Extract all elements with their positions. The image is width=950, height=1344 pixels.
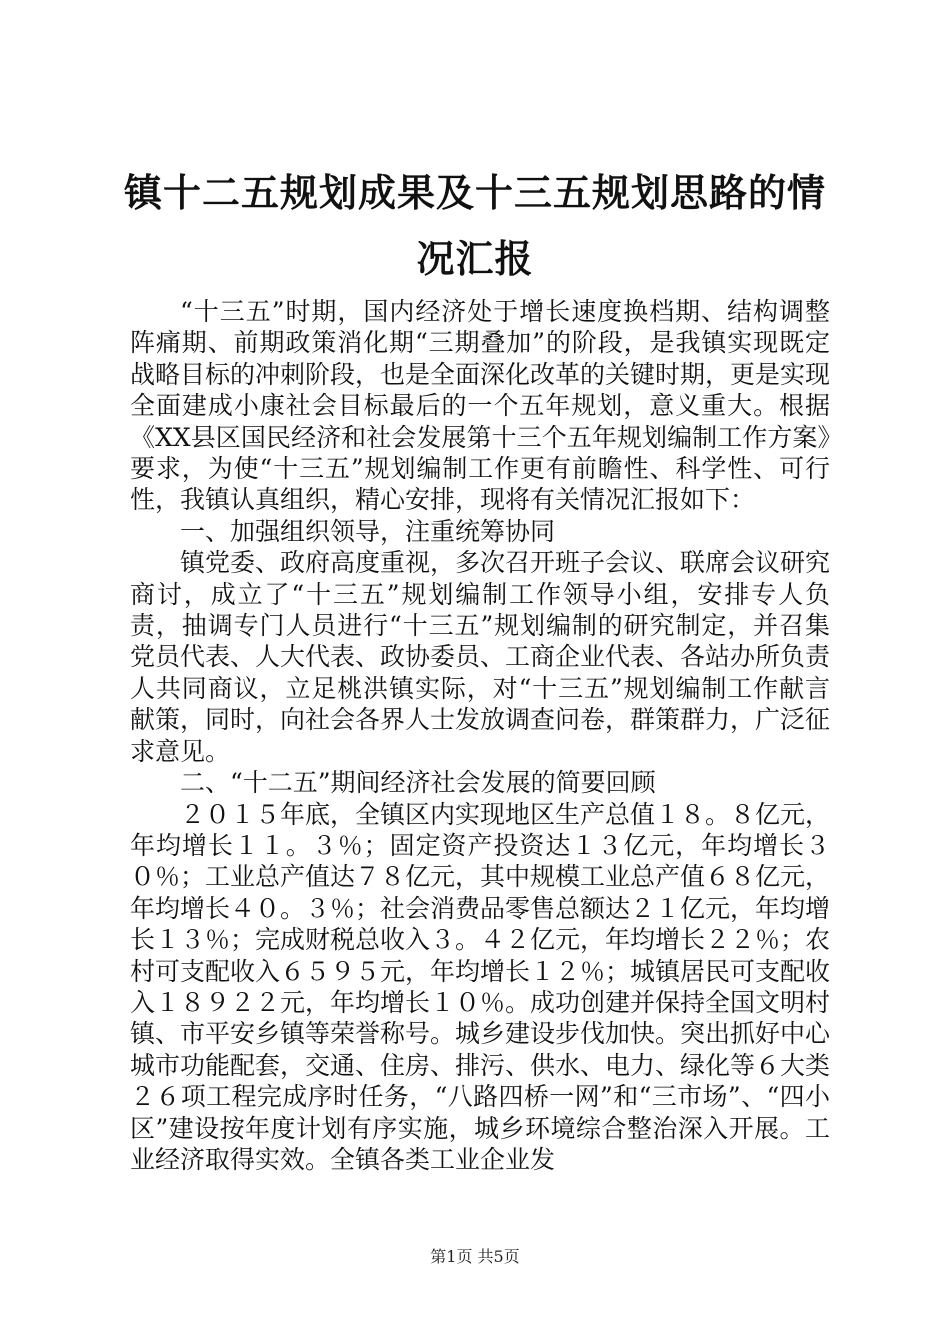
intro-paragraph: “十三五”时期，国内经济处于增长速度换档期、结构调整阵痛期、前期政策消化期“三期叠加”的阶段，是我镇实现既定战略目标的冲刺阶段，也是全面深化改革的关键时期，更是实现全面建成小康社会目标最后的一个五年规划，意义重大。根据《XX县区国民经济和社会发展第十三个五年规划编制工作方案》要求，为使“十三五”规划编制工作更有前瞻性、科学性、可行性，我镇认真组织，精心安排，现将有关情况汇报如下： [130,297,831,515]
section-2-paragraph: ２０１５年底，全镇区内实现地区生产总值１８。８亿元，年均增长１１。３％；固定资产投资达１３亿元，年均增长３０％；工业总产值达７８亿元，其中规模工业总产值６８亿元，年均增长４０。３％；社会消费品零售总额达２１亿元，年均增长１３％；完成财税总收入３。４２亿元，年均增长２２％；农村可支配收入６５９５元，年均增长１２％；城镇居民可支配收入１８９２２元，年均增长１０％。成功创建并保持全国文明村镇、市平安乡镇等荣誉称号。城乡建设步伐加快。突出抓好中心城市功能配套，交通、住房、排污、供水、电力、绿化等６大类２６项工程完成序时任务，“八路四桥一网”和“三市场”、“四小区”建设按年度计划有序实施，城乡环境综合整治深入开展。工业经济取得实效。全镇各类工业企业发 [130,799,831,1174]
section-heading-1: 一、加强组织领导，注重统筹协同 [180,516,556,546]
section-heading-2: 二、“十二五”期间经济社会发展的简要回顾 [180,768,656,798]
page-number-footer: 第1页 共5页 [430,1247,520,1266]
section-1-paragraph: 镇党委、政府高度重视，多次召开班子会议、联席会议研究商讨，成立了“十三五”规划编制工作领导小组，安排专人负责，抽调专门人员进行“十三五”规划编制的研究制定，并召集党员代表、人大代表、政协委员、工商企业代表、各站办所负责人共同商议，立足桃洪镇实际，对“十三五”规划编制工作献言献策，同时，向社会各界人士发放调查问卷，群策群力，广泛征求意见。 [130,548,831,766]
document-title: 镇十二五规划成果及十三五规划思路的情况汇报 [123,170,826,281]
document-body [130,296,830,1175]
